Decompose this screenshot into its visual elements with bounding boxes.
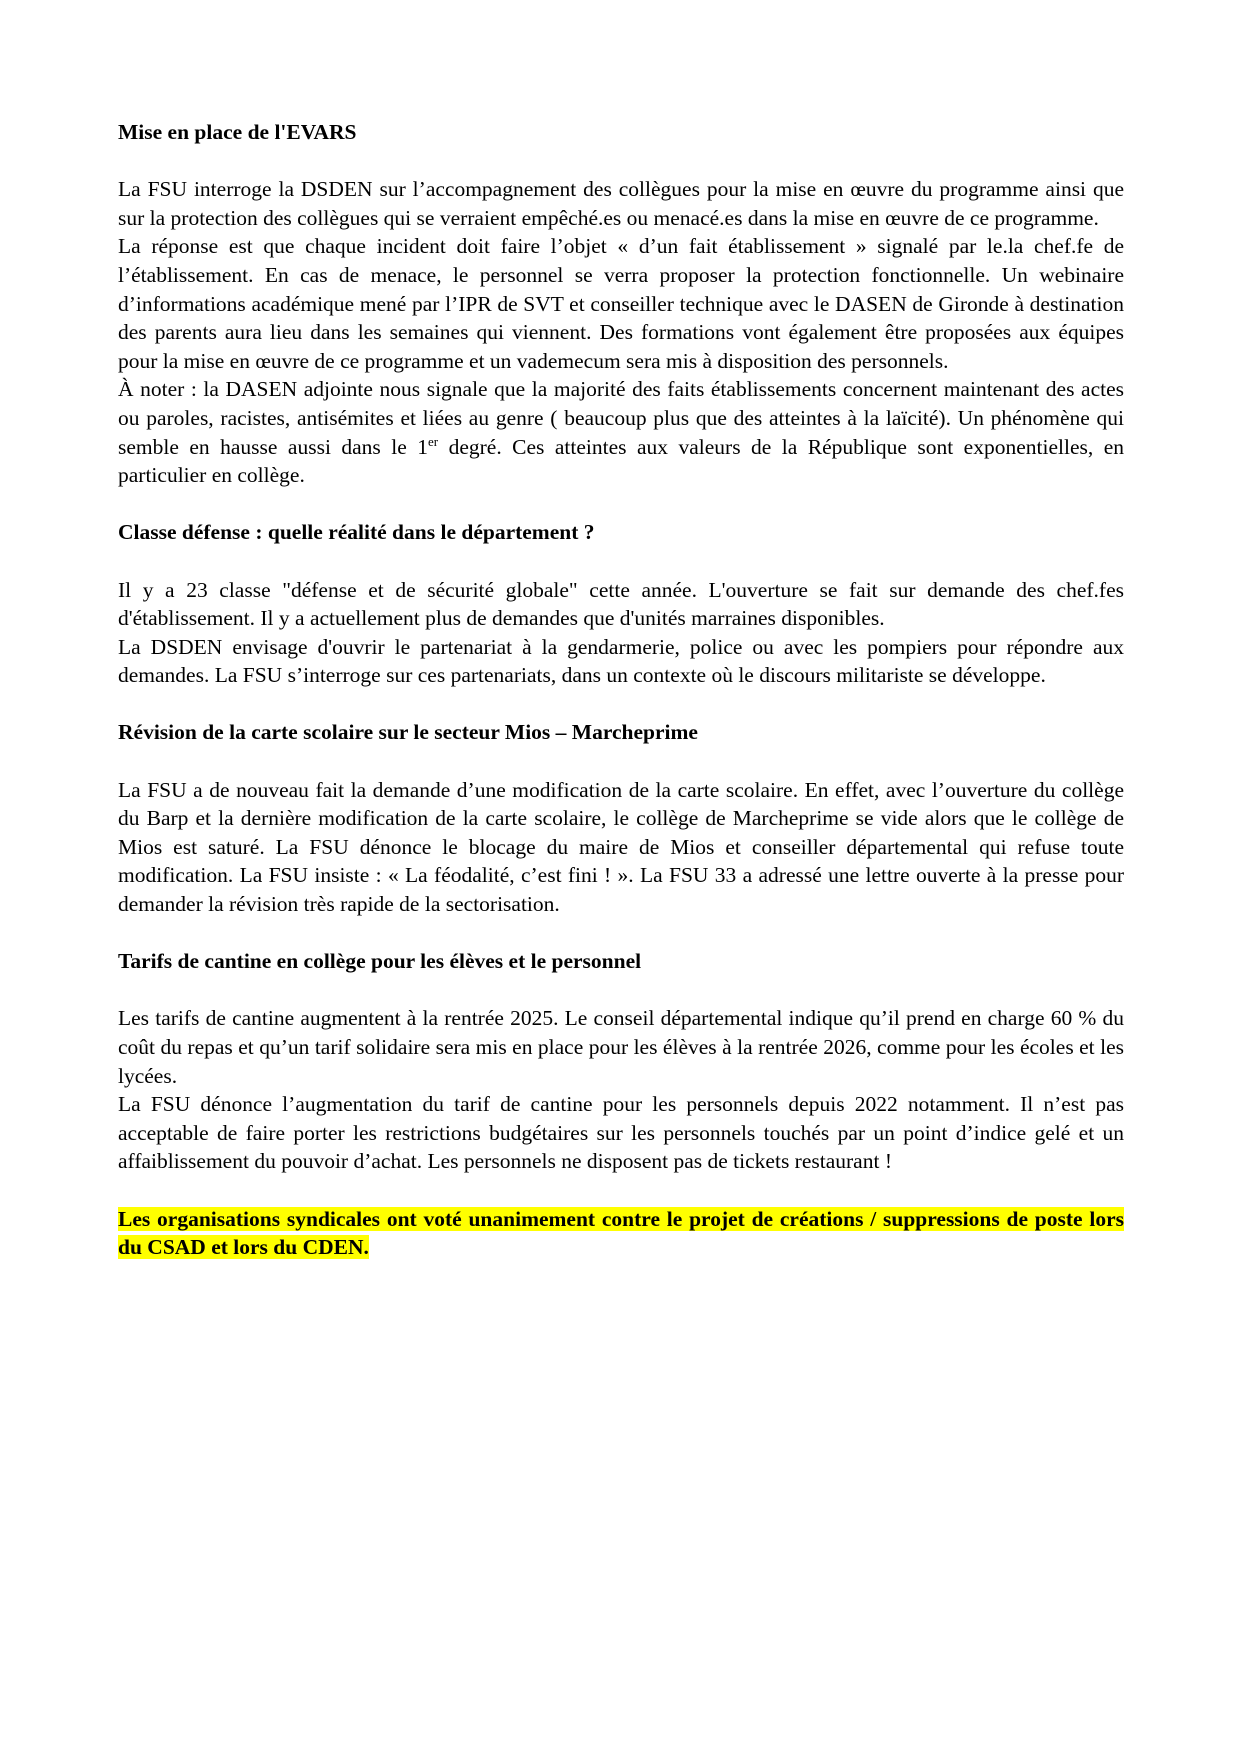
paragraph-carte-scolaire-1: La FSU a de nouveau fait la demande d’une modification de la carte scolaire. En effet, avec l’ouverture du collège du Barp et la dernière modification de la carte scolaire, le collège de Marcheprime se vide alors que le collège de Mios est saturé. La FSU dénonce le blocage du maire de Mios et conseiller départemental qui refuse toute modification. La FSU insiste : « La féodalité, c’est fini ! ». La FSU 33 a adressé une lettre ouverte à la presse pour demander la révision très rapide de la sectorisation. [118, 777, 1124, 917]
section-cantine [118, 947, 1124, 1176]
section-heading-evars: Mise en place de l'EVARS [118, 120, 357, 144]
section-spacer [118, 1176, 1124, 1205]
section-heading-cantine: Tarifs de cantine en collège pour les élèves et le personnel [118, 949, 642, 974]
superscript-er: er [428, 433, 439, 449]
section-carte-scolaire [118, 718, 1124, 918]
section-heading-defense: Classe défense : quelle réalité dans le département ? [118, 520, 595, 545]
paragraph-evars-3-text-b: degré. Ces atteintes aux valeurs de la République sont exponentielles, en particulier en collège. [118, 434, 1125, 488]
paragraph-defense-2: La DSDEN envisage d'ouvrir le partenariat à la gendarmerie, police ou avec les pompiers pour répondre aux demandes. La FSU s’interroge sur ces partenariats, dans un contexte où le discours militariste se développe. [118, 634, 1124, 688]
section-evars [118, 118, 1124, 490]
section-spacer [118, 919, 1124, 948]
paragraph-cantine-2: La FSU dénonce l’augmentation du tarif de cantine pour les personnels depuis 2022 notamment. Il n’est pas acceptable de faire porter les restrictions budgétaires sur les personnels touchés par un point d’indice gelé et un affaiblissement du pouvoir d’achat. Les personnels ne disposent pas de tickets restaurant ! [118, 1092, 1124, 1174]
final-statement [118, 1205, 1124, 1262]
paragraph-evars-3 [118, 375, 1124, 489]
paragraph-evars-3-text-a: À noter : la DASEN adjointe nous signale que la majorité des faits établissements concernent maintenant des actes ou paroles, racistes, antisémites et liées au genre ( beaucoup plus que des atteintes à la laïcité). Un phénomène qui semble en hausse aussi dans le 1 [118, 377, 1124, 459]
paragraph-defense-1: Il y a 23 classe "défense et de sécurité globale" cette année. L'ouverture se fait sur demande des chef.fes d'établissement. Il y a actuellement plus de demandes que d'unités marraines disponibles. [118, 577, 1124, 631]
section-heading-carte-scolaire: Révision de la carte scolaire sur le secteur Mios – Marcheprime [118, 720, 698, 745]
section-spacer [118, 690, 1124, 719]
paragraph-evars-1: La FSU interroge la DSDEN sur l’accompagnement des collègues pour la mise en œuvre du programme ainsi que sur la protection des collègues qui se verraient empêché.es ou menacé.es dans la mise en œuvre de ce programme. [118, 177, 1124, 230]
paragraph-evars-2: La réponse est que chaque incident doit faire l’objet « d’un fait établissement » signalé par le.la chef.fe de l’établissement. En cas de menace, le personnel se verra proposer la protection fonctionnelle. Un webinaire d’informations académique mené par l’IPR de SVT et conseiller technique avec le DASEN de Gironde à destination des parents aura lieu dans les semaines qui viennent. Des formations vont également être proposées aux équipes pour la mise en œuvre de ce programme et un vademecum sera mis à disposition des personnels. [118, 234, 1124, 373]
document-page [118, 118, 1124, 1262]
paragraph-cantine-1: Les tarifs de cantine augmentent à la rentrée 2025. Le conseil départemental indique qu’il prend en charge 60 % du coût du repas et qu’un tarif solidaire sera mis en place pour les élèves à la rentrée 2026, comme pour les écoles et les lycées. [118, 1006, 1124, 1088]
section-spacer [118, 490, 1124, 519]
highlighted-statement: Les organisations syndicales ont voté unanimement contre le projet de créations / suppressions de poste lors du CSAD et lors du CDEN. [118, 1206, 1124, 1260]
section-defense [118, 518, 1124, 690]
